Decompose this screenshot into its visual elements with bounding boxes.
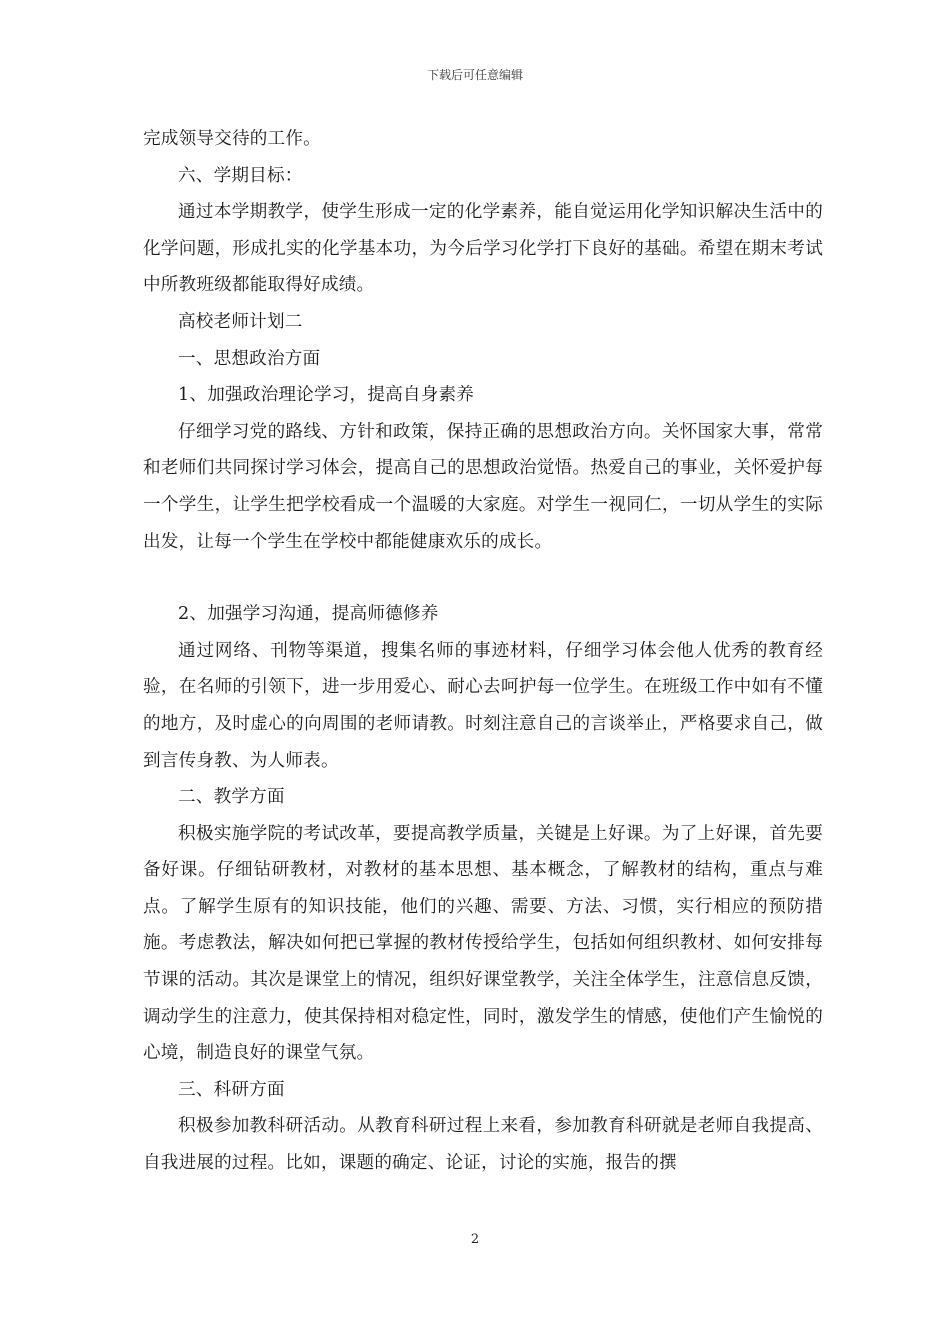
paragraph-ethics: 通过网络、刊物等渠道，搜集名师的事迹材料，仔细学习体会他人优秀的教育经验，在名师的引领下，进一步用爱心、耐心去呵护每一位学生。在班级工作中如有不懂的地方，及时虚心的向周围的老师请教。时刻注意自己的言谈举止，严格要求自己，做到言传身教、为人师表。: [143, 640, 823, 771]
subheading-theory-study: 1、加强政治理论学习，提高自身素养: [178, 385, 475, 406]
paragraph-research: 积极参加教科研活动。从教育科研过程上来看，参加教育科研就是老师自我提高、自我进展的过程。比如，课题的确定、论证，讨论的实施，报告的撰: [143, 1116, 823, 1174]
subheading-ethics: 2、加强学习沟通，提高师德修养: [178, 604, 439, 625]
paragraph-continuation: 完成领导交待的工作。: [143, 129, 321, 149]
section-title-plan-two: 高校老师计划二: [178, 311, 303, 332]
heading-semester-goals: 六、学期目标：: [178, 165, 303, 186]
paragraph-theory-study: 仔细学习党的路线、方针和政策，保持正确的思想政治方向。关怀国家大事，常常和老师们共同探讨学习体会，提高自己的思想政治觉悟。热爱自己的事业，关怀爱护每一个学生，让学生把学校看成一个温暖的大家庭。对学生一视同仁，一切从学生的实际出发，让每一个学生在学校中都能健康欢乐的成长。: [143, 421, 823, 552]
heading-research: 三、科研方面: [178, 1079, 285, 1100]
paragraph-teaching: 积极实施学院的考试改革，要提高教学质量，关键是上好课。为了上好课，首先要备好课。仔细钻研教材，对教材的基本思想、基本概念，了解教材的结构，重点与难点。了解学生原有的知识技能，他们的兴趣、需要、方法、习惯，实行相应的预防措施。考虑教法，解决如何把已掌握的教材传授给学生，包括如何组织教材、如何安排每节课的活动。其次是课堂上的情况，组织好课堂教学，关注全体学生，注意信息反馈，调动学生的注意力，使其保持相对稳定性，同时，激发学生的情感，使他们产生愉悦的心境，制造良好的课堂气氛。: [143, 823, 823, 1064]
heading-political: 一、思想政治方面: [178, 348, 321, 369]
document-body: [143, 121, 823, 1182]
paragraph-goals: 通过本学期教学，使学生形成一定的化学素养，能自觉运用化学知识解决生活中的化学问题，形成扎实的化学基本功，为今后学习化学打下良好的基础。希望在期末考试中所教班级都能取得好成绩。: [143, 202, 823, 296]
page-header: 下载后可任意编辑: [426, 68, 523, 82]
page-number: 2: [470, 1232, 480, 1247]
heading-teaching: 二、教学方面: [178, 787, 285, 808]
